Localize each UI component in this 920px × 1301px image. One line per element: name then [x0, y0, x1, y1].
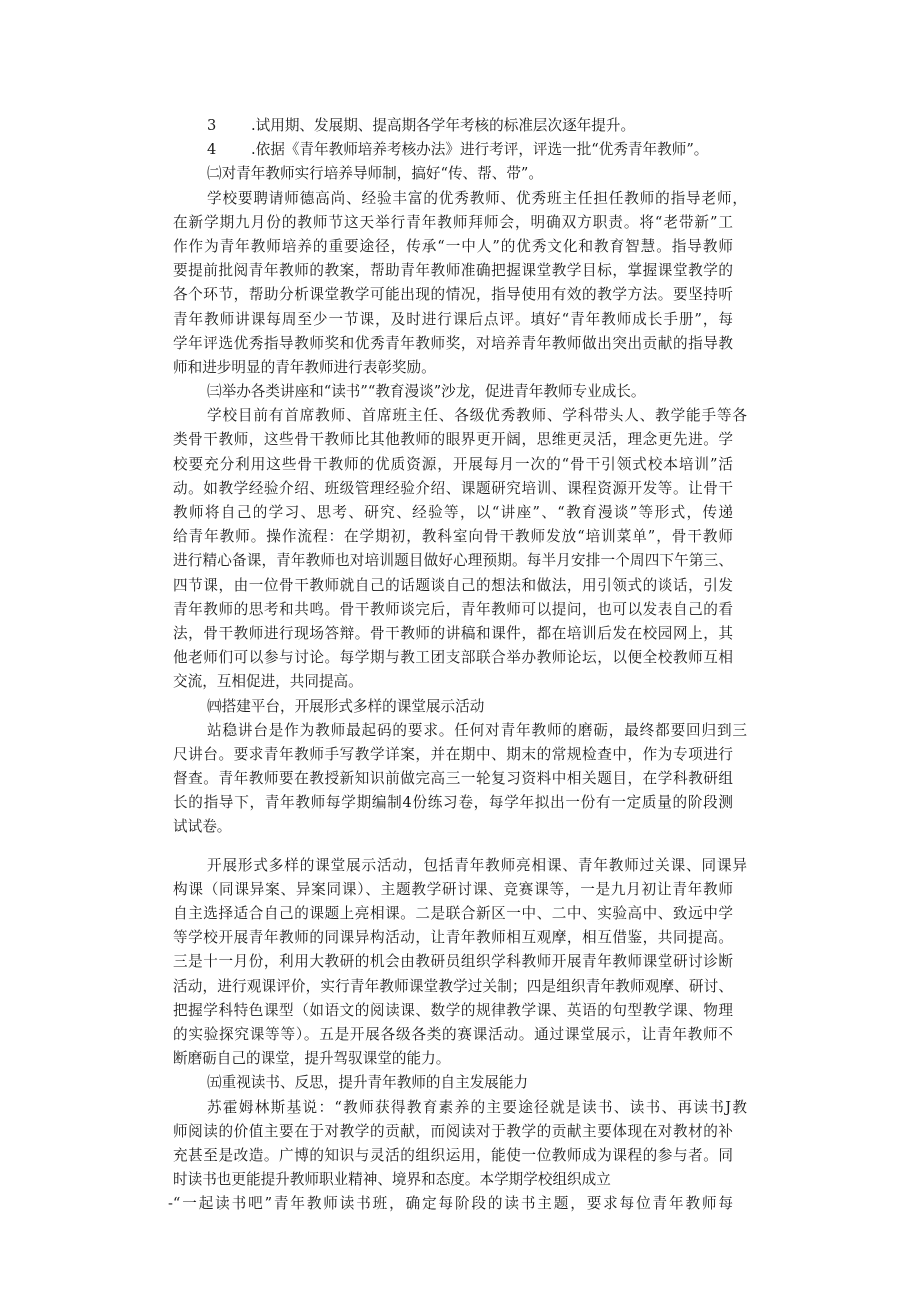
- paragraph-line: 苏霍姆林斯基说：“教师获得教育素养的主要途径就是读书、读书、再读书J教: [207, 1098, 747, 1116]
- paragraph-line: 作作为青年教师培养的重要途径，传承“一中人”的优秀文化和教育智慧。指导教师: [173, 237, 733, 255]
- document-page: [0, 114, 920, 1216]
- paragraph-line: 给青年教师。操作流程：在学期初，教科室向骨干教师发放“培训菜单”，骨干教师: [173, 528, 733, 546]
- paragraph-line: 督查。青年教师要在教授新知识前做完高三一轮复习资料中相关题目，在学科教研组: [173, 770, 733, 788]
- paragraph-line: 交流，互相促进，共同提高。: [173, 673, 363, 691]
- list-item-4: [0, 138, 920, 162]
- paragraph-line: 青年教师的思考和共鸣。骨干教师谈完后，青年教师可以提问，也可以发表自己的看: [173, 600, 733, 618]
- paragraph-line: 法，骨干教师进行现场答辩。骨干教师的讲稿和课件，都在培训后发在校园网上，其: [173, 624, 733, 642]
- paragraph-line: 开展形式多样的课堂展示活动，包括青年教师亮相课、青年教师过关课、同课异: [207, 856, 747, 874]
- paragraph-line: 的实验探究课等等）。五是开展各级各类的赛课活动。通过课堂展示，让青年教师不: [173, 1025, 733, 1043]
- paragraph-line: 断磨砺自己的课堂，提升驾驭课堂的能力。: [173, 1050, 451, 1068]
- paragraph-line: 要提前批阅青年教师的教案，帮助青年教师准确把握课堂教学目标，掌握课堂教学的: [173, 262, 733, 280]
- paragraph-line: 站稳讲台是作为教师最起码的要求。任何对青年教师的磨砺，最终都要回归到三: [207, 721, 747, 739]
- paragraph-line: 自主选择适合自己的课题上亮相课。二是联合新区一中、二中、实验高中、致远中学: [173, 905, 733, 922]
- paragraph-line: 把握学科特色课型（如语文的阅读课、数学的规律教学课、英语的句型教学课、物理: [173, 1001, 733, 1019]
- list-text: .依据《青年教师培养考核办法》进行考评，评选一批“优秀青年教师”。: [251, 141, 709, 159]
- paragraph-line: 动。如教学经验介绍、班级管理经验介绍、课题研究培训、课程资源开发等。让骨干: [173, 479, 733, 497]
- paragraph-line: 尺讲台。要求青年教师手写教学详案，并在期中、期末的常规检查中，作为专项进行: [173, 745, 733, 763]
- paragraph-gap: [0, 840, 920, 854]
- paragraph-line: 师阅读的价值主要在于对教学的贡献，而阅读对于教学的贡献主要体现在对教材的补: [173, 1122, 733, 1140]
- paragraph-line: 他老师们可以参与讨论。每学期与教工团支部联合举办教师论坛，以便全校教师互相: [173, 649, 733, 667]
- paragraph-line: 活动，进行观课评价，实行青年教师课堂教学过关制；四是组织青年教师观摩、研讨、: [173, 977, 733, 995]
- paragraph-line: 长的指导下，青年教师每学期编制4份练习卷，每学年拟出一份有一定质量的阶段测: [173, 794, 733, 812]
- list-number: 4: [207, 141, 217, 159]
- section-heading-2: ㈡对青年教师实行培养导师制，搞好“传、帮、带”。: [207, 165, 543, 183]
- section-heading-5: ㈤重视读书、反思，提升青年教师的自主发展能力: [207, 1074, 529, 1092]
- paragraph-line: 三是十一月份，利用大教研的机会由教研员组织学科教师开展青年教师课堂研讨诊断: [173, 953, 733, 971]
- paragraph-line: 进行精心备课，青年教师也对培训题目做好心理预期。每半月安排一个周四下午第三、: [173, 552, 733, 570]
- paragraph-line: 构课（同课异案、异案同课）、主题教学研讨课、竞赛课等，一是九月初让青年教师: [173, 880, 733, 898]
- paragraph-line: 教师将自己的学习、思考、研究、经验等，以“讲座”、“教育漫谈”等形式，传递: [173, 504, 733, 521]
- paragraph-line: 青年教师讲课每周至少一节课，及时进行课后点评。填好“青年教师成长手册”，每: [173, 310, 733, 328]
- paragraph-line: 时读书也更能提升教师职业精神、境界和态度。本学期学校组织成立: [173, 1171, 611, 1189]
- paragraph-line: 试试卷。: [173, 818, 232, 836]
- paragraph-line: 各个环节，帮助分析课堂教学可能出现的情况，指导使用有效的教学方法。要坚持听: [173, 286, 733, 304]
- paragraph-line: 校要充分利用这些骨干教师的优质资源，开展每月一次的“骨干引领式校本培训”活: [173, 455, 733, 473]
- paragraph-line: 学校要聘请师德高尚、经验丰富的优秀教师、优秀班主任担任教师的指导老师，: [207, 189, 747, 207]
- paragraph-line: 四节课，由一位骨干教师就自己的话题谈自己的想法和做法，用引领式的谈话，引发: [173, 576, 733, 594]
- paragraph-line: 学年评选优秀指导教师奖和优秀青年教师奖，对培养青年教师做出突出贡献的指导教: [173, 334, 733, 352]
- paragraph-line: 等学校开展青年教师的同课异构活动，让青年教师相互观摩，相互借鉴，共同提高。: [173, 929, 733, 947]
- paragraph-line: 学校目前有首席教师、首席班主任、各级优秀教师、学科带头人、教学能手等各: [207, 407, 747, 425]
- paragraph-line: 师和进步明显的青年教师进行表彰奖励。: [173, 358, 436, 376]
- list-item-3: [0, 114, 920, 138]
- paragraph-line: 充甚至是改造。广博的知识与灵活的组织运用，能使一位教师成为课程的参与者。同: [173, 1146, 733, 1164]
- paragraph-line: 类骨干教师，这些骨干教师比其他教师的眼界更开阔，思维更灵活，理念更先进。学: [173, 431, 733, 449]
- list-number: 3: [207, 117, 217, 134]
- section-heading-4: ㈣搭建平台，开展形式多样的课堂展示活动: [207, 697, 485, 715]
- section-heading-3: ㈢举办各类讲座和“读书”“教育漫谈”沙龙，促进青年教师专业成长。: [207, 383, 646, 401]
- paragraph-line: -“一起读书吧”青年教师读书班，确定每阶段的读书主题，要求每位青年教师每: [168, 1195, 733, 1213]
- paragraph-line: 在新学期九月份的教师节这天举行青年教师拜师会，明确双方职责。将“老带新”工: [173, 213, 733, 231]
- list-text: .试用期、发展期、提高期各学年考核的标准层次逐年提升。: [251, 117, 636, 134]
